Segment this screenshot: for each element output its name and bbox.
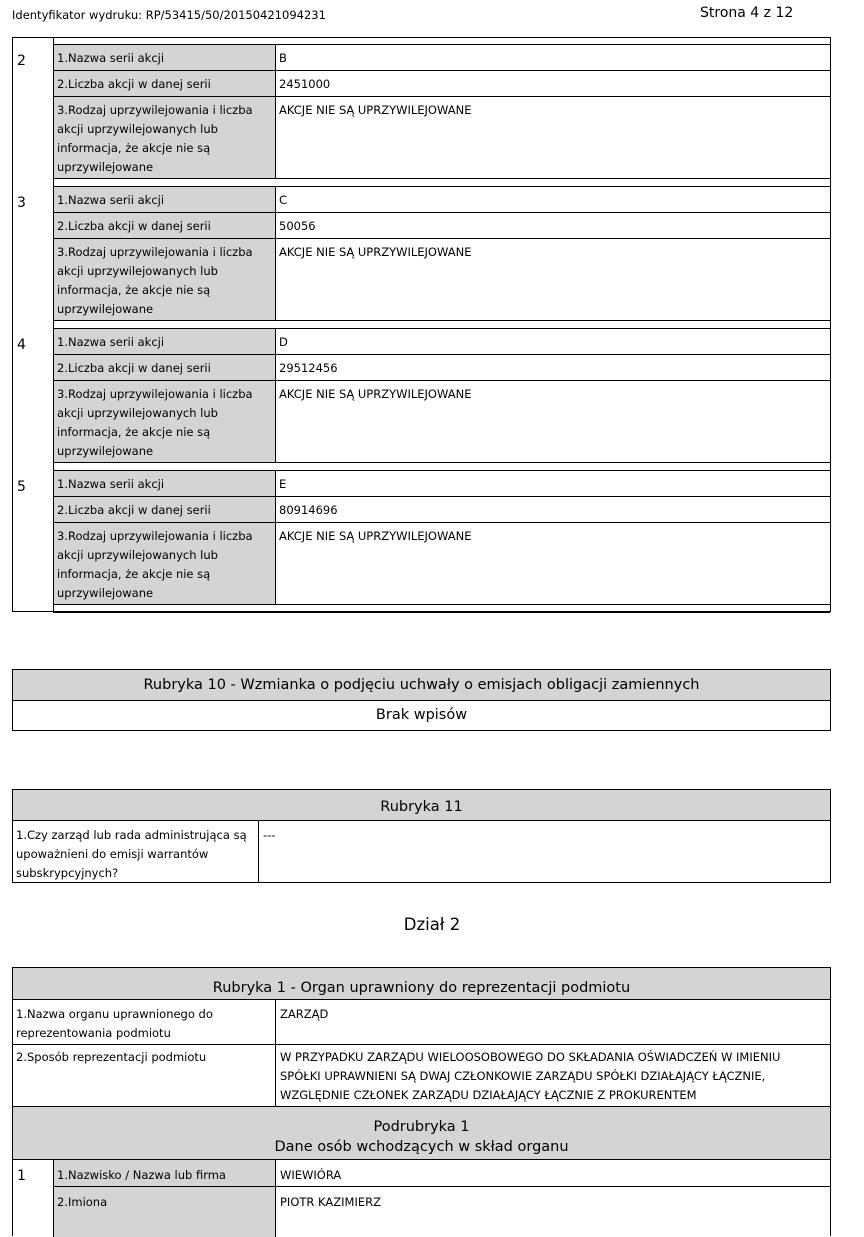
page-number: Strona 4 z 12	[700, 5, 794, 21]
series-table	[12, 37, 831, 612]
podrubryka-subtitle: Dane osób wchodzących w skład organu	[274, 1139, 569, 1155]
series-block	[13, 187, 830, 329]
series-count-label: 2.Liczba akcji w danej serii	[54, 213, 276, 239]
podrubryka-title	[13, 1107, 830, 1160]
series-name-value: B	[276, 45, 830, 71]
series-name-value: E	[276, 471, 830, 497]
series-privilege-value: AKCJE NIE SĄ UPRZYWILEJOWANE	[276, 239, 830, 321]
series-block	[13, 471, 830, 613]
series-name-label: 1.Nazwa serii akcji	[54, 187, 276, 213]
series-name-label: 1.Nazwa serii akcji	[54, 471, 276, 497]
rubryka-1	[12, 967, 831, 1236]
series-privilege-label: 3.Rodzaj uprzywilejowania i liczba akcji uprzywilejowanych lub informacja, że akcje nie są uprzywilejowane	[54, 381, 276, 463]
series-block	[13, 45, 830, 187]
series-number: 2	[13, 45, 54, 187]
print-identifier: Identyfikator wydruku: RP/53415/50/20150421094231	[12, 8, 326, 22]
imiona-value: PIOTR KAZIMIERZ	[280, 1195, 381, 1209]
series-privilege-label: 3.Rodzaj uprzywilejowania i liczba akcji uprzywilejowanych lub informacja, że akcje nie są uprzywilejowane	[54, 523, 276, 605]
rubryka-11-value: ---	[263, 828, 276, 842]
series-number: 3	[13, 187, 54, 329]
organ-label: 1.Nazwa organu uprawnionego do reprezentowania podmiotu	[13, 1000, 276, 1045]
sposob-label: 2.Sposób reprezentacji podmiotu	[13, 1045, 276, 1107]
series-privilege-value: AKCJE NIE SĄ UPRZYWILEJOWANE	[276, 381, 830, 463]
nazwisko-value: WIEWIÓRA	[276, 1160, 830, 1187]
podrubryka-number: Podrubryka 1	[373, 1119, 470, 1135]
series-separator	[54, 321, 830, 329]
series-privilege-value: AKCJE NIE SĄ UPRZYWILEJOWANE	[276, 97, 830, 179]
series-block	[13, 329, 830, 471]
person-number: 1	[13, 1160, 54, 1237]
series-count-value: 80914696	[276, 497, 830, 523]
rubryka-11-title: Rubryka 11	[13, 790, 830, 821]
series-number: 5	[13, 471, 54, 613]
series-count-value: 29512456	[276, 355, 830, 381]
rubryka-11	[12, 789, 831, 883]
series-count-value: 2451000	[276, 71, 830, 97]
series-privilege-label: 3.Rodzaj uprzywilejowania i liczba akcji uprzywilejowanych lub informacja, że akcje nie są uprzywilejowane	[54, 239, 276, 321]
series-count-label: 2.Liczba akcji w danej serii	[54, 497, 276, 523]
rubryka-11-label: 1.Czy zarząd lub rada administrująca są upoważnieni do emisji warrantów subskrypcyjnych?	[13, 821, 259, 882]
series-privilege-value: AKCJE NIE SĄ UPRZYWILEJOWANE	[276, 523, 830, 605]
series-number: 4	[13, 329, 54, 471]
series-separator	[54, 179, 830, 187]
section-title-dzial-2: Dział 2	[403, 915, 461, 934]
organ-value: ZARZĄD	[276, 1000, 830, 1045]
series-count-label: 2.Liczba akcji w danej serii	[54, 355, 276, 381]
series-privilege-label: 3.Rodzaj uprzywilejowania i liczba akcji uprzywilejowanych lub informacja, że akcje nie są uprzywilejowane	[54, 97, 276, 179]
series-name-label: 1.Nazwa serii akcji	[54, 329, 276, 355]
series-separator	[54, 463, 830, 471]
rubryka-1-title: Rubryka 1 - Organ uprawniony do reprezentacji podmiotu	[13, 968, 830, 1000]
series-name-label: 1.Nazwa serii akcji	[54, 45, 276, 71]
series-name-value: D	[276, 329, 830, 355]
series-count-label: 2.Liczba akcji w danej serii	[54, 71, 276, 97]
imiona-label: 2.Imiona	[54, 1187, 276, 1237]
rubryka-10	[12, 669, 831, 731]
rubryka-10-value: Brak wpisów	[375, 707, 468, 723]
series-count-value: 50056	[276, 213, 830, 239]
series-separator	[54, 605, 830, 613]
sposob-value: W PRZYPADKU ZARZĄDU WIELOOSOBOWEGO DO SKŁADANIA OŚWIADCZEŃ W IMIENIU SPÓŁKI UPRAWNIENI SĄ DWAJ CZŁONKOWIE ZARZĄDU SPÓŁKI DZIAŁAJĄCY ŁĄCZNIE, WZGLĘDNIE CZŁONEK ZARZĄDU DZIAŁAJĄCY ŁĄCZNIE Z PROKURENTEM	[276, 1045, 830, 1107]
rubryka-10-title: Rubryka 10 - Wzmianka o podjęciu uchwały o emisjach obligacji zamiennych	[13, 670, 830, 701]
nazwisko-label: 1.Nazwisko / Nazwa lub firma	[54, 1160, 276, 1187]
series-name-value: C	[276, 187, 830, 213]
